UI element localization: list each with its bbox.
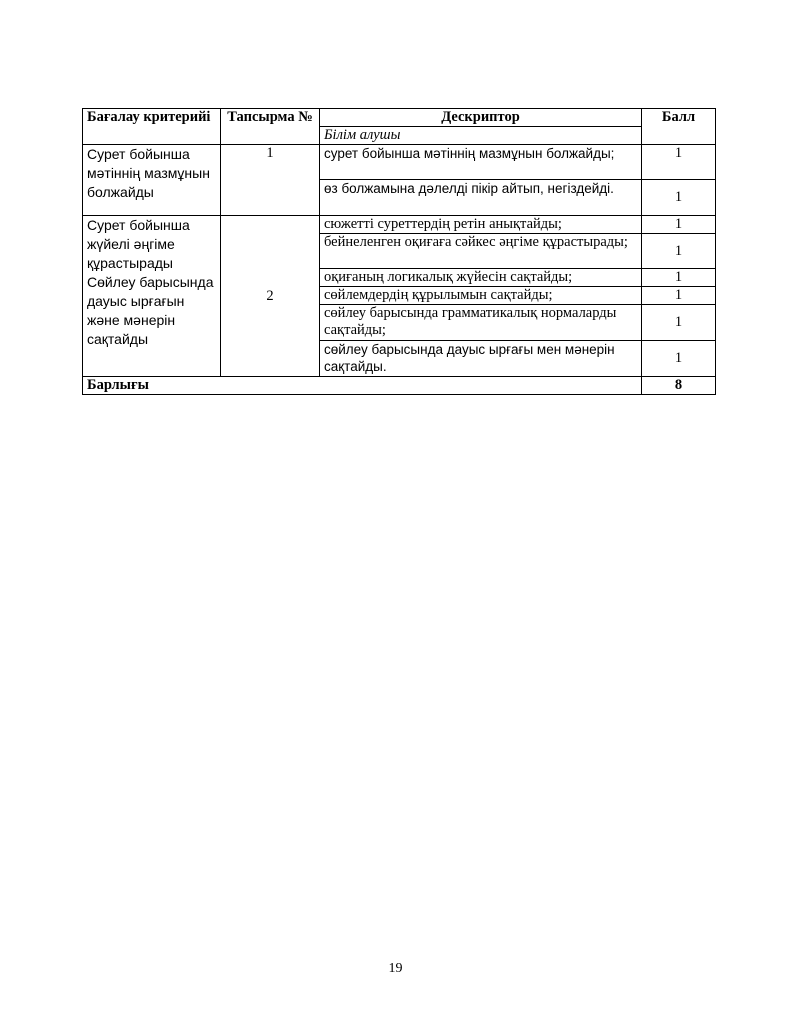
criterion-text: Сурет бойынша мәтіннің мазмұнын болжайды [83, 145, 221, 216]
descriptor-cell: бейнеленген оқиғаға сәйкес әңгіме құрастырады; [320, 234, 642, 269]
descriptor-cell: өз болжамына дәлелді пікір айтып, негіздейді. [320, 180, 642, 216]
score-cell: 1 [642, 216, 716, 234]
header-score: Балл [642, 109, 716, 145]
header-task: Тапсырма № [221, 109, 320, 145]
assessment-rubric-table [82, 108, 716, 395]
descriptor-cell: сөйлеу барысында дауыс ырғағы мен мәнерін сақтайды. [320, 341, 642, 377]
score-cell: 1 [642, 269, 716, 287]
task-number: 1 [221, 145, 320, 216]
descriptor-cell: сөйлемдердің құрылымын сақтайды; [320, 287, 642, 305]
descriptor-cell: сурет бойынша мәтіннің мазмұнын болжайды; [320, 145, 642, 180]
header-descriptor: Дескриптор [320, 109, 642, 127]
score-cell: 1 [642, 305, 716, 341]
descriptor-cell: сюжетті суреттердің ретін анықтайды; [320, 216, 642, 234]
score-cell: 1 [642, 234, 716, 269]
score-cell: 1 [642, 341, 716, 377]
total-score: 8 [642, 377, 716, 395]
score-cell: 1 [642, 180, 716, 216]
criterion-text: Сөйлеу барысында дауыс ырғағын және мәнерін сақтайды [87, 274, 214, 347]
criterion-cell [83, 216, 221, 377]
score-cell: 1 [642, 145, 716, 180]
score-cell: 1 [642, 287, 716, 305]
page-number: 19 [388, 961, 403, 976]
criterion-text: Сурет бойынша жүйелі әңгіме құрастырады [87, 217, 190, 271]
total-label: Барлығы [83, 377, 642, 395]
descriptor-cell: сөйлеу барысында грамматикалық нормаларды сақтайды; [320, 305, 642, 341]
header-criteria: Бағалау критерийі [83, 109, 221, 145]
task-number: 2 [221, 216, 320, 377]
subheader-learner: Білім алушы [320, 127, 642, 145]
descriptor-cell: оқиғаның логикалық жүйесін сақтайды; [320, 269, 642, 287]
